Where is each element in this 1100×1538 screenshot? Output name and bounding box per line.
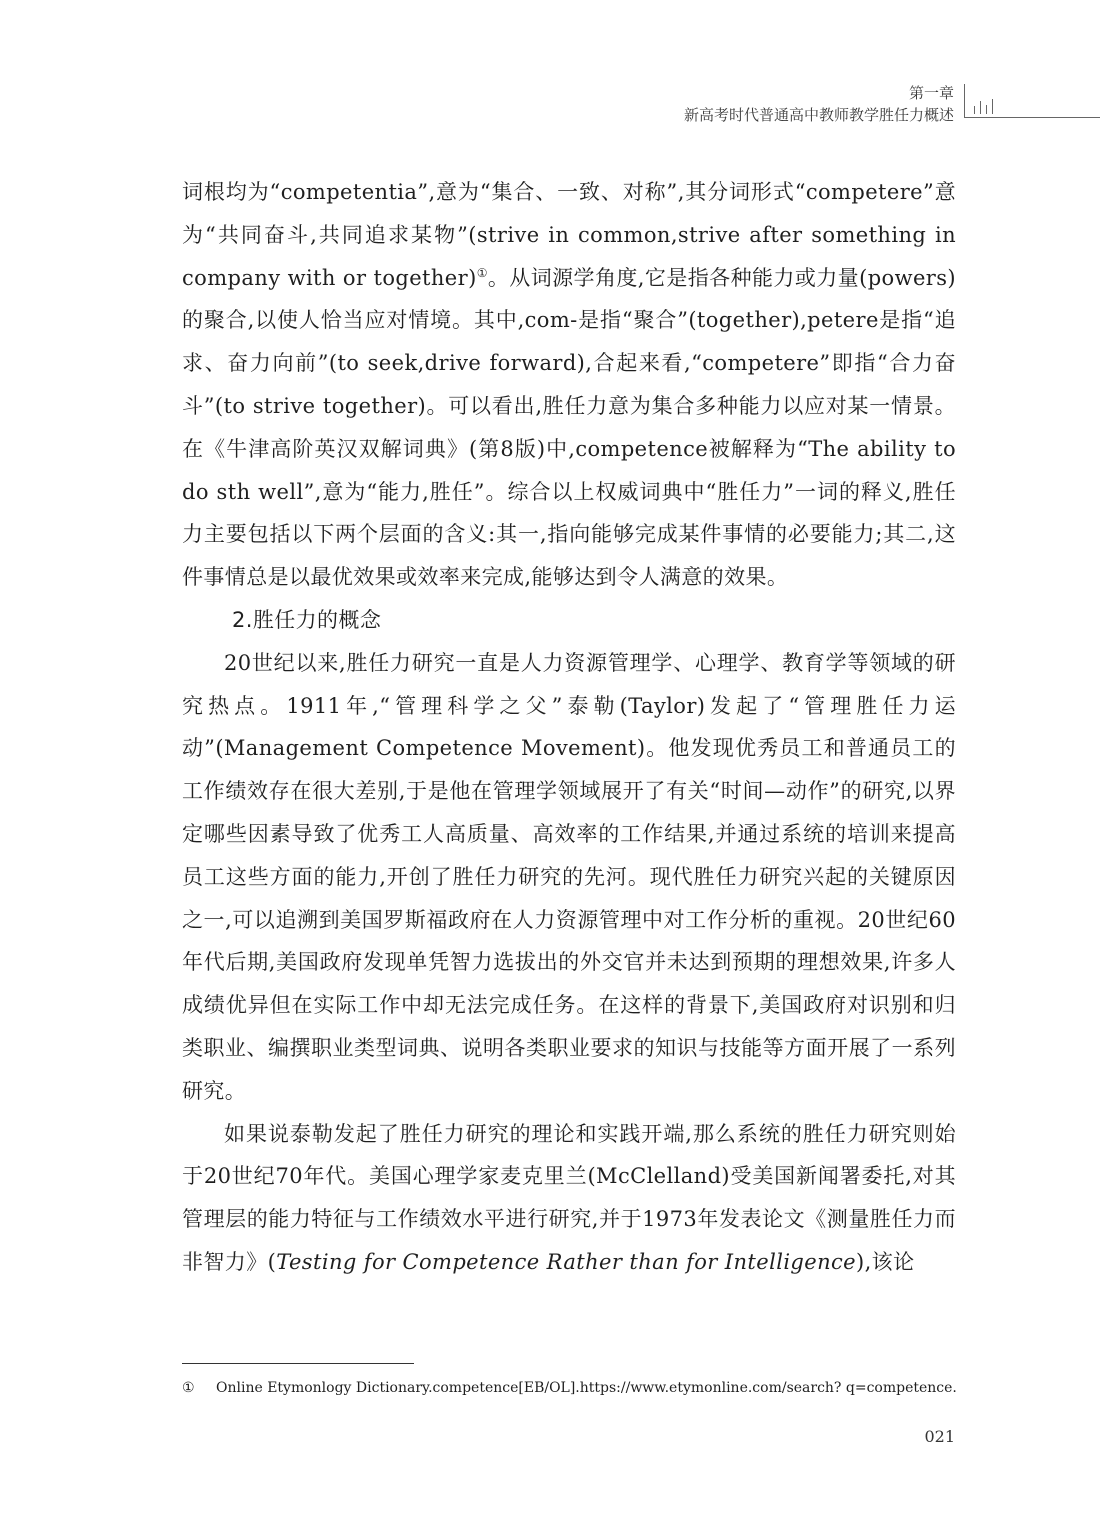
running-header bbox=[684, 82, 954, 126]
footnote bbox=[182, 1378, 962, 1398]
paragraph-1: 词根均为“competentia”,意为“集合、一致、对称”,其分词形式“competere”意为“共同奋斗,共同追求某物”(strive in common,strive after something in company with or together)①。从词源学角度,它是指各种能力或力量(powers)的聚合,以使人恰当应对情境。其中,com-是指“聚合”(together),petere是指“追求、奋力向前”(to seek,drive forward),合起来看,“competere”即指“合力奋斗”(to strive together)。可以看出,胜任力意为集合多种能力以应对某一情景。在《牛津高阶英汉双解词典》(第8版)中,competence被解释为“The ability to do sth well”,意为“能力,胜任”。综合以上权威词典中“胜任力”一词的释义,胜任力主要包括以下两个层面的含义:其一,指向能够完成某件事情的必要能力;其二,这件事情总是以最优效果或效率来完成,能够达到令人满意的效果。 bbox=[182, 180, 956, 590]
paragraph-2: 20世纪以来,胜任力研究一直是人力资源管理学、心理学、教育学等领域的研究热点。1911年,“管理科学之父”泰勒(Taylor)发起了“管理胜任力运动”(Management Competence Movement)。他发现优秀员工和普通员工的工作绩效存在很大差别,于是他在管理学领域展开了有关“时间—动作”的研究,以界定哪些因素导致了优秀工人高质量、高效率的工作结果,并通过系统的培训来提高员工这些方面的能力,开创了胜任力研究的先河。现代胜任力研究兴起的关键原因之一,可以追溯到美国罗斯福政府在人力资源管理中对工作分析的重视。20世纪60年代后期,美国政府发现单凭智力选拔出的外交官并未达到预期的理想效果,许多人成绩优异但在实际工作中却无法完成任务。在这样的背景下,美国政府对识别和归类职业、编撰职业类型词典、说明各类职业要求的知识与技能等方面开展了一系列研究。 bbox=[182, 650, 956, 1103]
footnote-number: ① bbox=[182, 1380, 195, 1396]
body-text bbox=[182, 171, 956, 1284]
chapter-label: 第一章 bbox=[908, 84, 954, 102]
footnote-ref[interactable]: ① bbox=[476, 265, 488, 280]
footnote-text: Online Etymonlogy Dictionary.competence[EB/OL].https://www.etymonline.com/search? q=competence. bbox=[216, 1380, 957, 1396]
paragraph-3: 如果说泰勒发起了胜任力研究的理论和实践开端,那么系统的胜任力研究则始于20世纪70年代。美国心理学家麦克里兰(McClelland)受美国新闻署委托,对其管理层的能力特征与工作绩效水平进行研究,并于1973年发表论文《测量胜任力而非智力》(Testing for Competence Rather than for Intelligence),该论 bbox=[182, 1121, 956, 1274]
footnote-divider bbox=[182, 1363, 414, 1364]
page-number: 021 bbox=[924, 1427, 955, 1446]
chapter-subtitle: 新高考时代普通高中教师教学胜任力概述 bbox=[683, 106, 954, 124]
paper-title-italic: Testing for Competence Rather than for Intelligence bbox=[276, 1249, 857, 1274]
header-ornament bbox=[964, 78, 1100, 118]
section-heading: 2.胜任力的概念 bbox=[232, 607, 382, 632]
